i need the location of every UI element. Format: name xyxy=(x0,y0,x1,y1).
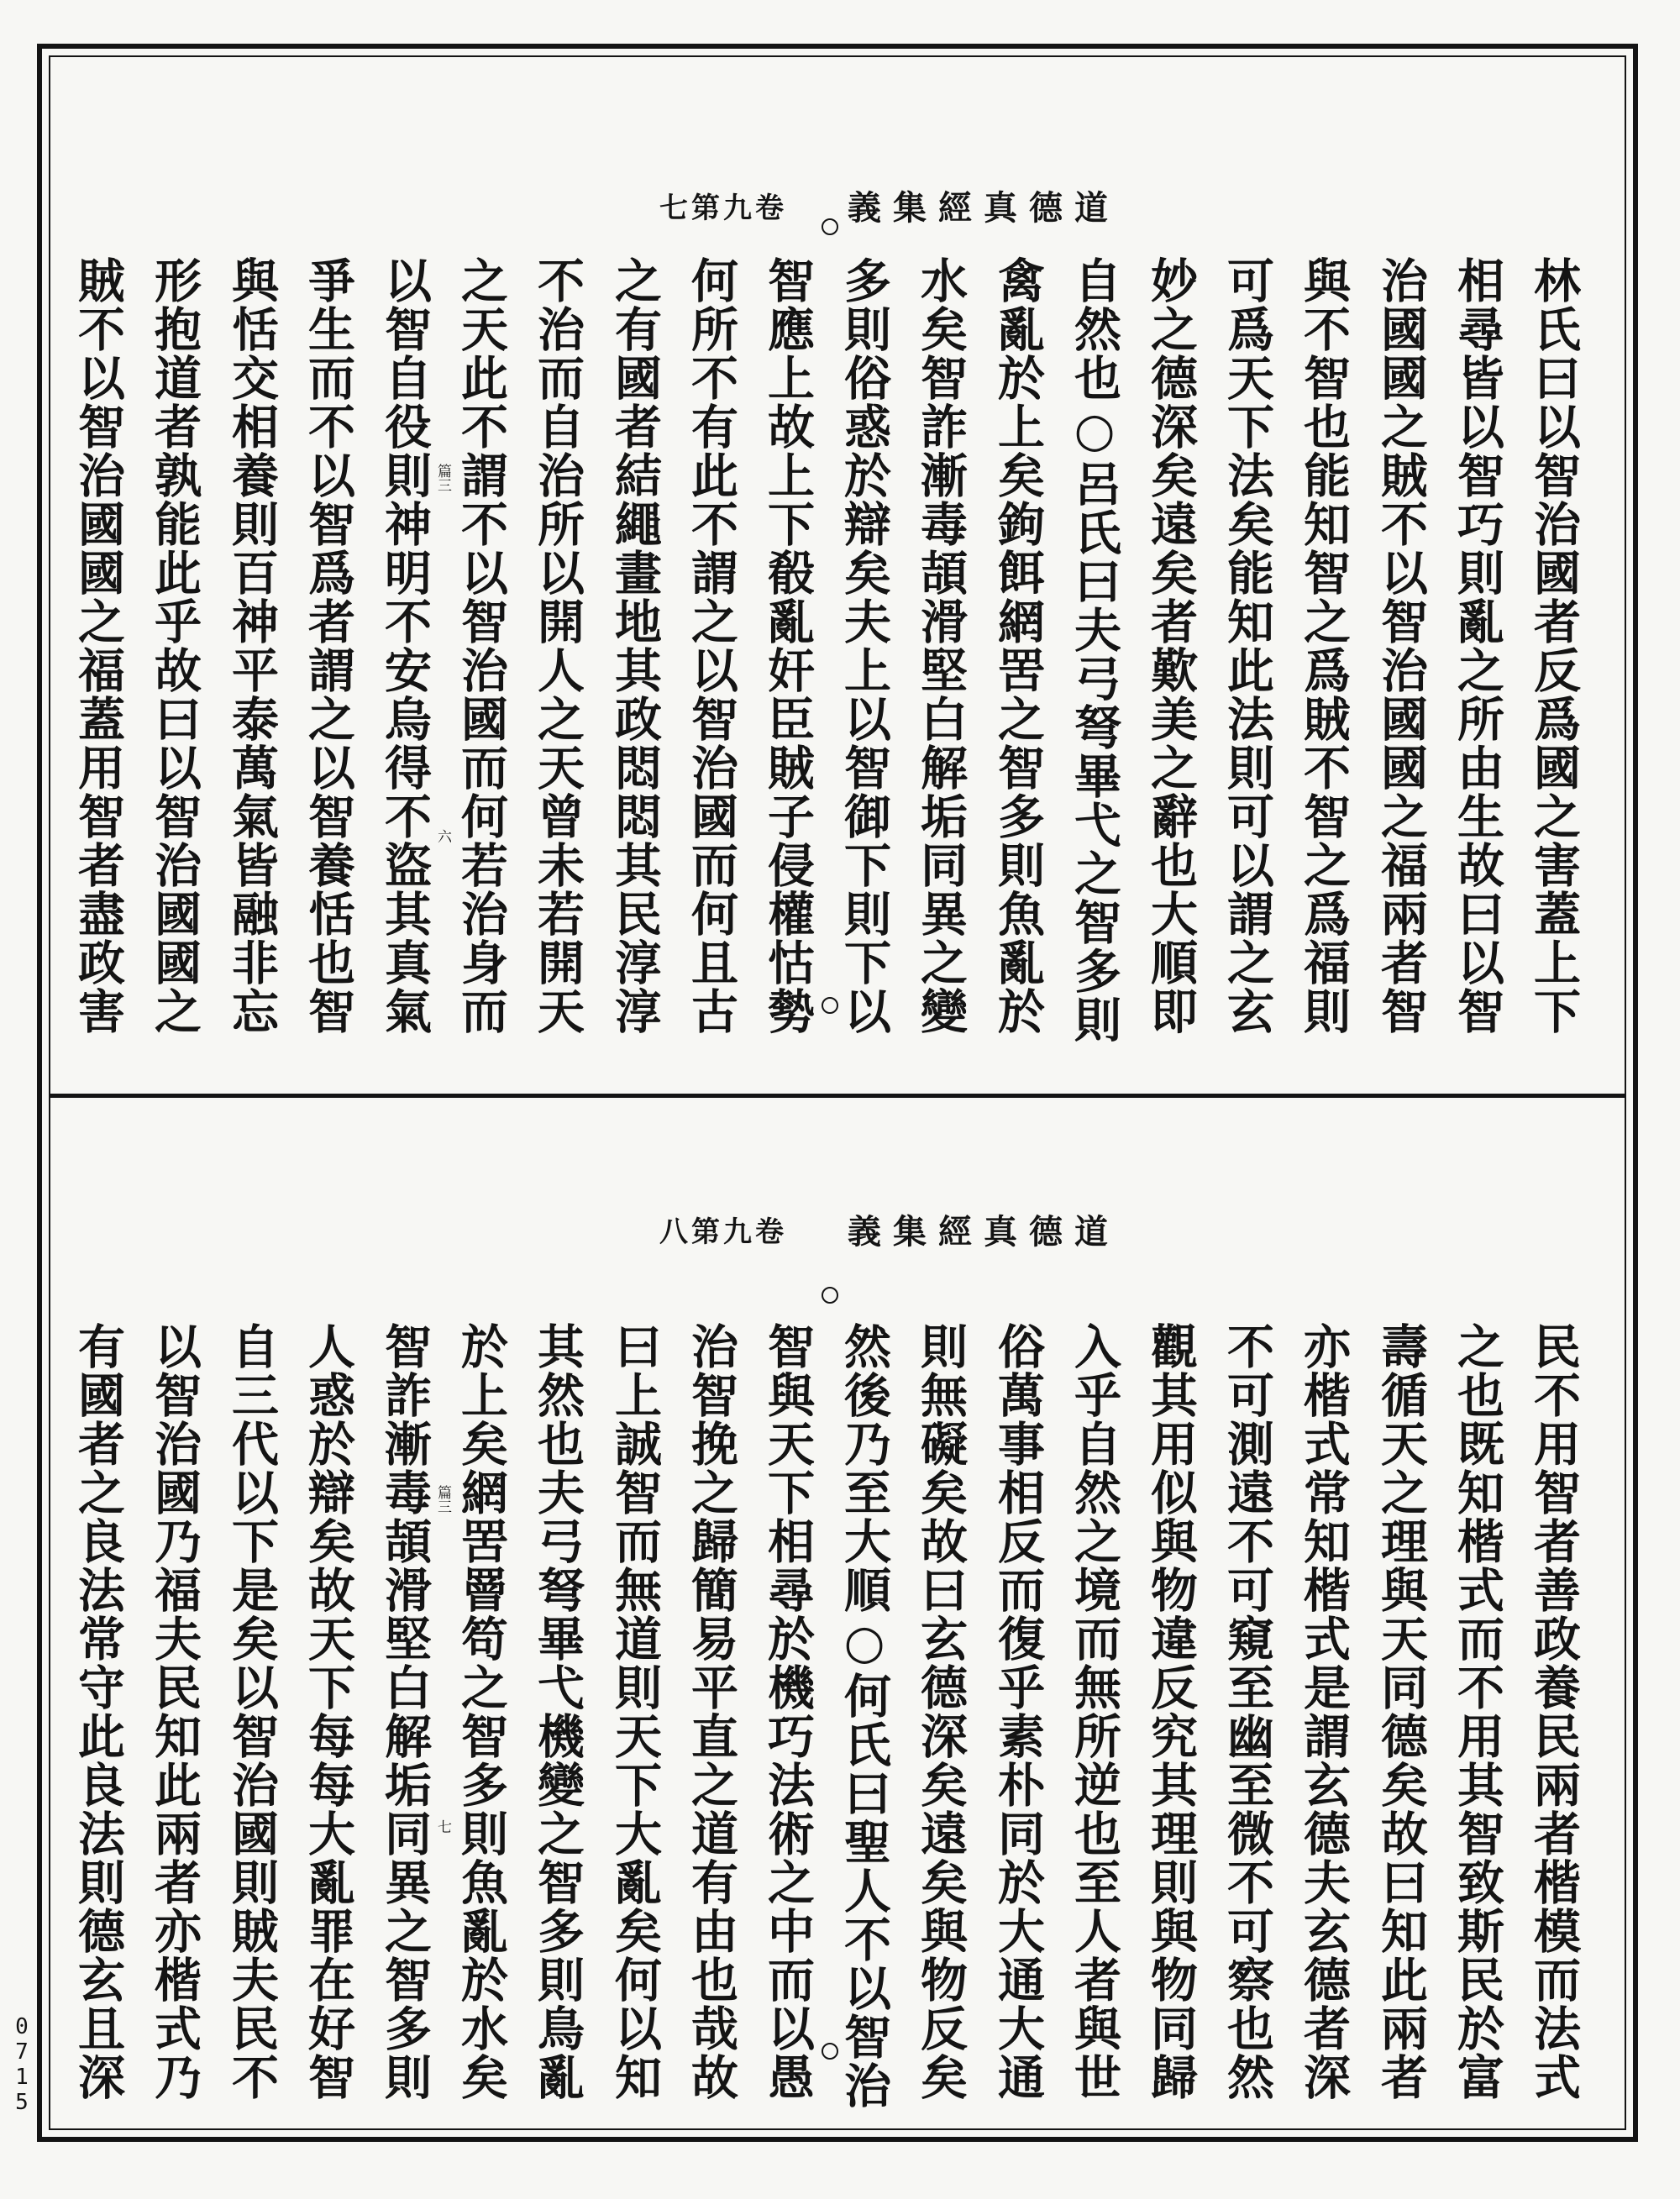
text-column: 自三代以下是矣以智治國則賊夫民不 xyxy=(224,1322,280,2102)
center-circle-mark xyxy=(822,1287,838,1304)
center-circle-mark xyxy=(822,218,838,235)
running-header-volume: 卷九第七 xyxy=(659,192,787,225)
text-column: 不治而自治所以開人之天曾未若開天 xyxy=(530,256,585,1036)
text-column: 水矣智詐漸毒頡滑堅白解垢同異之變 xyxy=(913,256,969,1036)
center-circle-mark xyxy=(822,997,838,1014)
text-column: 有國者之良法常守此良法則德玄且深 xyxy=(71,1322,126,2102)
margin-section-mark: 篇三 xyxy=(434,464,451,492)
text-column: 之天此不謂不以智治國而何若治身而 xyxy=(454,256,509,1036)
running-header-title: 道德真經集義 xyxy=(848,1212,1120,1252)
text-column: 曰上誠智而無道則天下大亂矣何以知 xyxy=(607,1322,663,2102)
text-column: 然後乃至大順○何氏曰聖人不以智治 xyxy=(837,1322,892,2110)
page-number: 0715 xyxy=(9,2014,34,2115)
text-column: 治國國之賊不以智治國國之福兩者智 xyxy=(1373,256,1429,1036)
text-column: 相尋皆以智巧則亂之所由生故曰以智 xyxy=(1450,256,1505,1036)
text-column: 妙之德深矣遠矣者歎美之辭也大順即 xyxy=(1143,256,1199,1036)
text-column: 禽亂於上矣鉤餌網罟之智多則魚亂於 xyxy=(990,256,1046,1036)
center-circle-mark xyxy=(822,2043,838,2060)
text-column: 多則俗惑於辯矣夫上以智御下則下以 xyxy=(837,256,892,1036)
text-column: 自然也○呂氏曰夫弓弩畢弋之智多則 xyxy=(1067,256,1122,1044)
margin-leaf-number: 六 xyxy=(434,829,451,843)
margin-leaf-number: 七 xyxy=(434,1819,451,1834)
text-column: 爭生而不以智爲者謂之以智養恬也智 xyxy=(301,256,356,1036)
text-column: 俗萬事相反而復乎素朴同於大通大通 xyxy=(990,1322,1046,2102)
text-column: 壽循天之理與天同德矣故曰知此兩者 xyxy=(1373,1322,1429,2102)
text-column: 以智治國乃福夫民知此兩者亦楷式乃 xyxy=(147,1322,202,2102)
text-column: 其然也夫弓弩畢弋機變之智多則鳥亂 xyxy=(530,1322,585,2102)
text-column: 之有國者結繩畫地其政悶悶其民淳淳 xyxy=(607,256,663,1036)
text-column: 亦楷式常知楷式是謂玄德夫玄德者深 xyxy=(1296,1322,1352,2102)
text-column: 入乎自然之境而無所逆也至人者與世 xyxy=(1067,1322,1122,2102)
text-column: 於上矣網罟罾笱之智多則魚亂於水矣 xyxy=(454,1322,509,2102)
margin-section-mark: 篇三 xyxy=(434,1485,451,1514)
text-column: 則無礙矣故曰玄德深矣遠矣與物反矣 xyxy=(913,1322,969,2102)
text-column: 智詐漸毒頡滑堅白解垢同異之智多則 xyxy=(377,1322,433,2102)
half-page-divider xyxy=(49,1094,1626,1098)
text-column: 智與天下相尋於機巧法術之中而以愚 xyxy=(760,1322,816,2102)
text-column: 觀其用似與物違反究其理則與物同歸 xyxy=(1143,1322,1199,2102)
text-column: 林氏曰以智治國者反爲國之害蓋上下 xyxy=(1526,256,1582,1036)
running-header-title: 道德真經集義 xyxy=(848,188,1120,228)
text-column: 與不智也能知智之爲賊不智之爲福則 xyxy=(1296,256,1352,1036)
text-column: 何所不有此不謂之以智治國而何且古 xyxy=(684,256,739,1036)
text-column: 形抱道者孰能此乎故曰以智治國國之 xyxy=(147,256,202,1036)
text-column: 之也既知楷式而不用其智致斯民於富 xyxy=(1450,1322,1505,2102)
text-column: 不可測遠不可窺至幽至微不可察也然 xyxy=(1220,1322,1275,2102)
running-header-volume: 卷九第八 xyxy=(659,1215,787,1249)
text-column: 治智挽之歸簡易平直之道有由也哉故 xyxy=(684,1322,739,2102)
text-column: 智應上故上下殽亂奸臣賊子侵權怙勢 xyxy=(760,256,816,1036)
text-column: 與恬交相養則百神平泰萬氣皆融非忘 xyxy=(224,256,280,1036)
text-column: 以智自役則神明不安烏得不盜其真氣 xyxy=(377,256,433,1036)
text-column: 可爲天下法矣能知此法則可以謂之玄 xyxy=(1220,256,1275,1036)
text-column: 人惑於辯矣故天下每每大亂罪在好智 xyxy=(301,1322,356,2102)
text-column: 賊不以智治國國之福蓋用智者盡政害 xyxy=(71,256,126,1036)
text-column: 民不用智者善政養民兩者楷模而法式 xyxy=(1526,1322,1582,2102)
